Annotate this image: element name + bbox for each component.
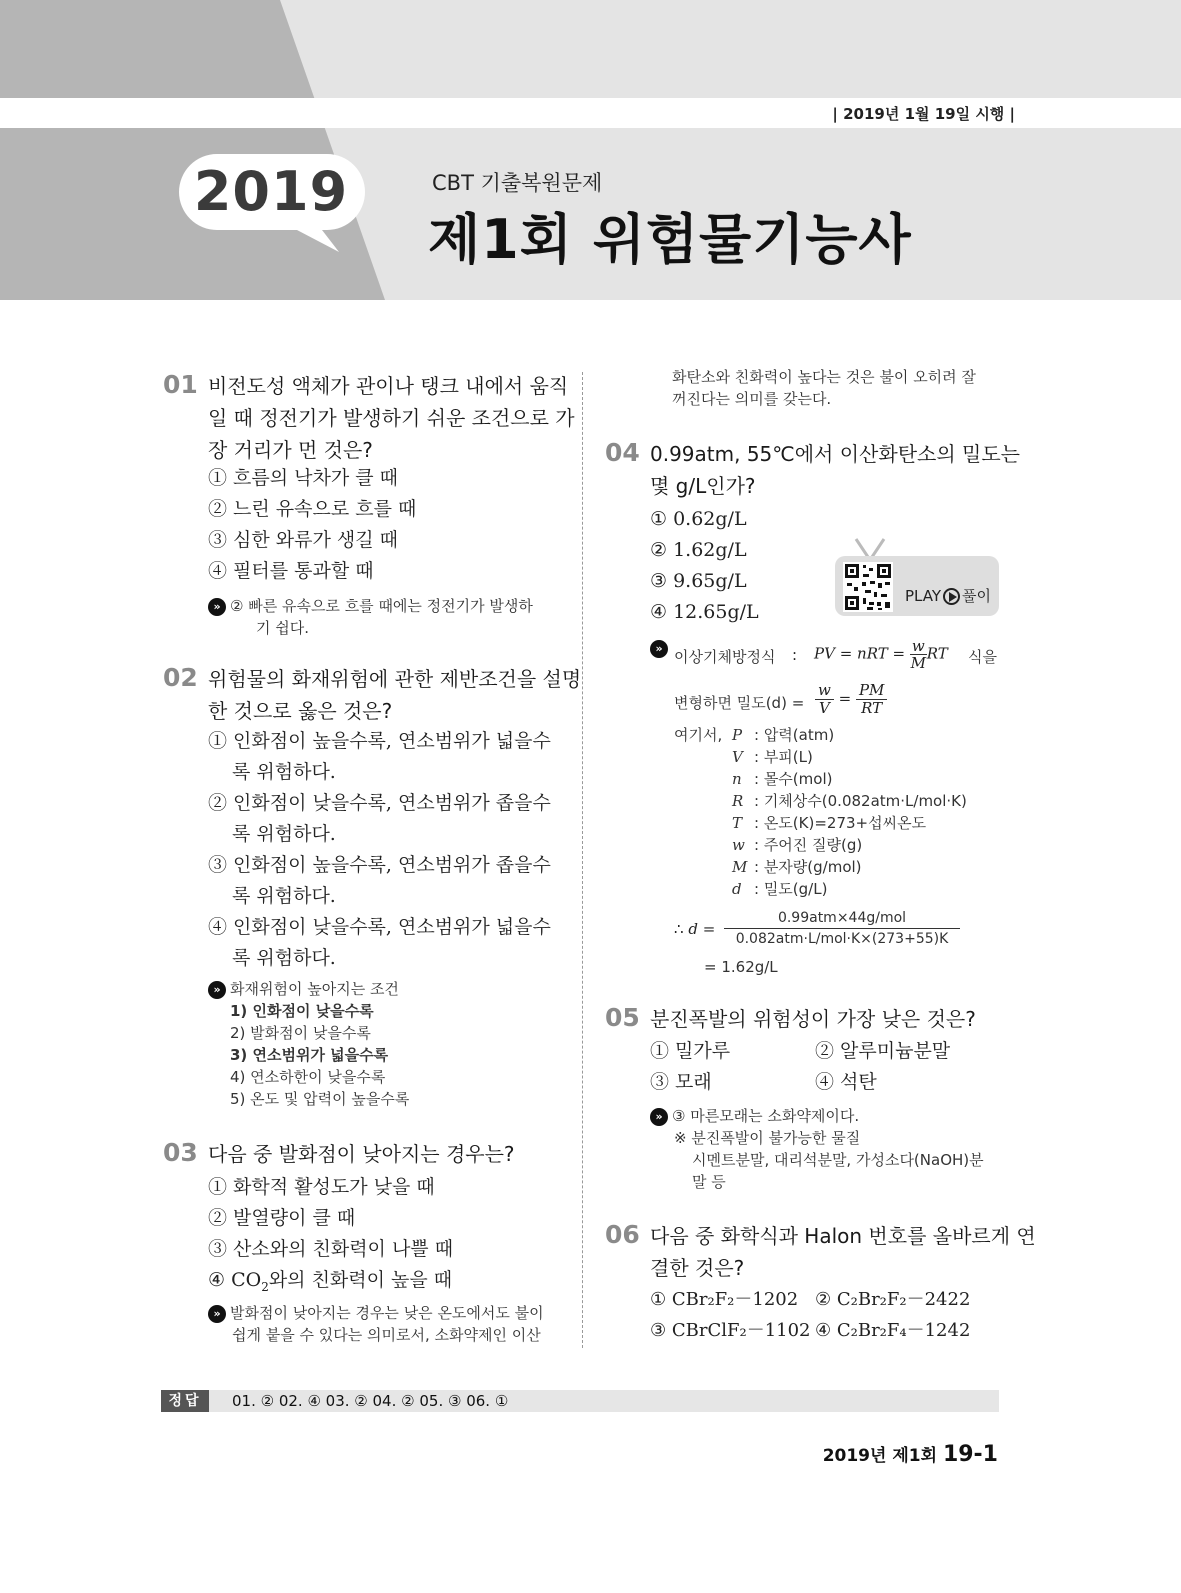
explanation-icon: » [650,1108,668,1126]
question-number: 05 [605,1003,640,1032]
question-number: 01 [163,370,198,399]
ideal-gas-equation: PV = nRT = $\frac{w}{M}$ RT [814,637,948,672]
page-title: 제1회 위험물기능사 [428,208,912,271]
subtitle: CBT 기출복원문제 [432,171,603,195]
option-item: ④ 석탄 [815,1071,877,1093]
explanation: » ② 빠른 유속으로 흐를 때에는 정전기가 발생하 기 쉽다. [208,595,533,639]
calc-fraction: 0.99atm×44g/mol 0.082atm·L/mol·K×(273+55)K [724,908,960,949]
question-text: 0.99atm, 55℃에서 이산화탄소의 밀도는 몇 g/L인가? [650,442,1020,498]
question-text: 분진폭발의 위험성이 가장 낮은 것은? [650,1007,976,1031]
calc-result: = 1.62g/L [704,958,778,976]
question-number: 02 [163,663,198,692]
option-list: ① 0.62g/L ② 1.62g/L ③ 9.65g/L ④ 12.65g/L [650,508,759,623]
density-equation: $\frac{w}{V}$ = $\frac{PM}{RT}$ [815,682,887,717]
density-label: 변형하면 밀도(d) = [674,694,805,712]
explanation: » 발화점이 낮아지는 경우는 낮은 온도에서도 불이 쉽게 붙을 수 있다는 의미로서, 소화약제인 이산 [208,1302,544,1346]
option-list: ① 흐름의 낙차가 클 때 ② 느린 유속으로 흐를 때 ③ 심한 와류가 생길 때 ④ 필터를 통과할 때 [208,467,417,582]
page-footer: 2019년 제1회 19-1 [822,1442,998,1467]
question-text: 다음 중 화학식과 Halon 번호를 올바르게 연 결한 것은? [650,1224,1036,1280]
option-list: ① 인화점이 높을수록, 연소범위가 넓을수 록 위험하다. ② 인화점이 낮을수록, 연소범위가 좁을수 록 위험하다. ③ 인화점이 높을수록, 연소범위가 좁을수 록 위험하다. ④ 인화점이 낮을수록, 연소범위가 넓을수 록 위험하다. [208,730,551,969]
play-solution-link[interactable]: PLAY 풀이 [905,587,991,605]
option-list: ① 화학적 활성도가 낮을 때 ② 발열량이 클 때 ③ 산소와의 친화력이 나쁠 때 ④ $CO_2$와의 친화력이 높을 때 [208,1176,454,1294]
explanation-icon: » [208,598,226,616]
explanation: » 화재위험이 높아지는 조건 1) 인화점이 낮을수록 2) 발화점이 낮을수록 3) 연소범위가 넓을수록 4) 연소하한이 낮을수록 5) 온도 및 압력이 높을수록 [208,978,409,1110]
explanation-icon: » [650,640,668,658]
qr-code-icon[interactable] [843,562,893,612]
year-label: 2019 [193,160,349,223]
option-item: ① 밀가루 [650,1040,731,1062]
variable-list: P : 압력(atm) V : 부피(L) n : 몰수(mol) R : 기체상수(0.082atm·L/mol·K) T : 온도(K)=273+섭씨온도 w : 주어진 질량(g) M : 분자량(g/mol) d : 밀도(g/L) [732,726,967,898]
explanation: » ③ 마른모래는 소화약제이다. ※ 분진폭발이 불가능한 물질 시멘트분말, 대리석분말, 가성소다(NaOH)분 말 등 [650,1105,984,1193]
option-item: ② C₂Br₂F₂－2422 [815,1289,971,1310]
question-text: 위험물의 화재위험에 관한 제반조건을 설명 한 것으로 옳은 것은? [208,667,582,723]
explanation-continued: 화탄소와 친화력이 높다는 것은 불이 오히려 잘 꺼진다는 의미를 갖는다. [672,368,976,408]
option-item: ① CBr₂F₂－1202 [650,1289,799,1310]
option-item: ③ 모래 [650,1071,712,1093]
explanation-icon: » [208,1305,226,1323]
explanation-eq-label: 이상기체방정식 [674,648,776,666]
page-number: 19-1 [942,1442,998,1467]
column-divider [582,372,583,1348]
option-item: ③ CBrClF₂－1102 [650,1320,811,1341]
therefore-d: ∴ d = [674,920,716,938]
exam-date: | 2019년 1월 19일 시행 | [832,105,1015,123]
explanation-icon: » [208,981,226,999]
where-label: 여기서, [674,726,723,744]
play-icon [943,588,960,605]
explanation-eq-suffix: 식을 [968,648,997,666]
question-number: 06 [605,1220,640,1249]
answer-list: 01. ② 02. ④ 03. ② 04. ② 05. ③ 06. ① [232,1392,509,1410]
question-number: 03 [163,1138,198,1167]
question-number: 04 [605,438,640,467]
question-text: 비전도성 액체가 관이나 탱크 내에서 움직 일 때 정전기가 발생하기 쉬운 조건으로 가 장 거리가 먼 것은? [208,374,575,462]
question-text: 다음 중 발화점이 낮아지는 경우는? [208,1142,515,1166]
colon: : [792,646,798,664]
option-item: ② 알루미늄분말 [815,1040,951,1062]
answer-label: 정답 [161,1390,209,1412]
option-item: ④ C₂Br₂F₄－1242 [815,1320,971,1341]
